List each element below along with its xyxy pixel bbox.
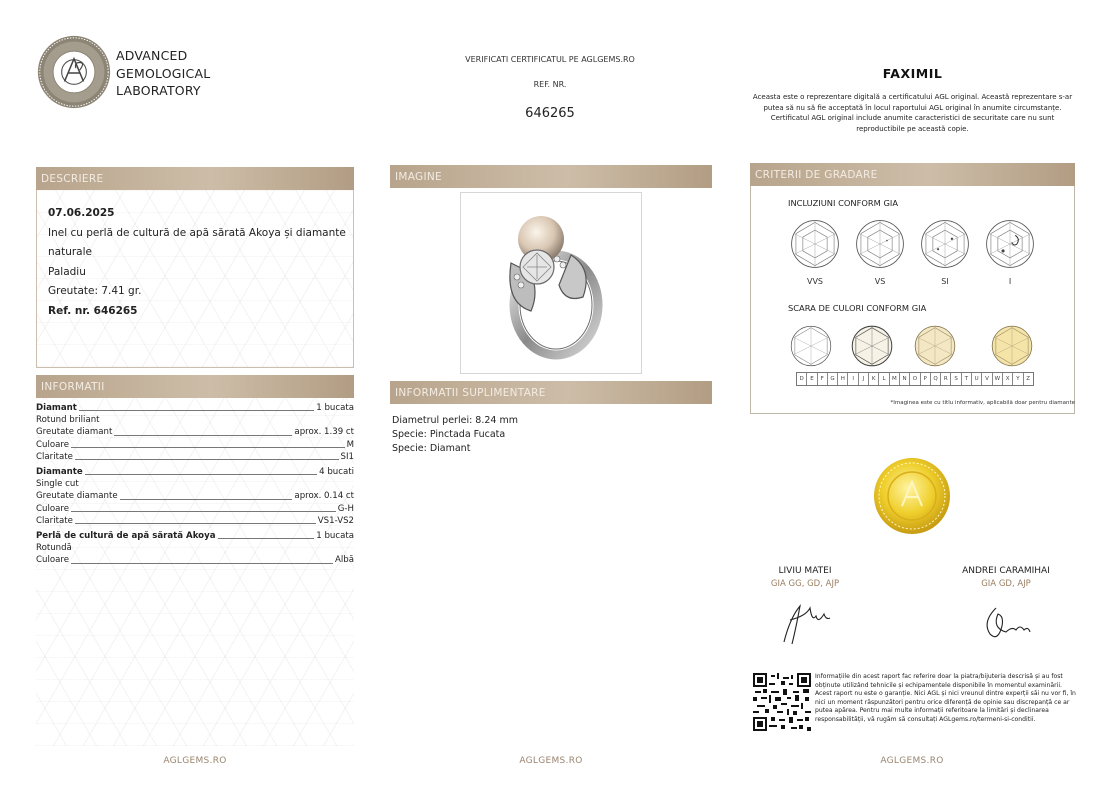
info-shape: Single cut xyxy=(36,479,79,490)
clarity-label-si: SI xyxy=(941,277,949,286)
diamond-color-light-icon xyxy=(990,324,1034,368)
description-ref: Ref. nr. 646265 xyxy=(48,304,138,317)
signer-1-name: LIVIU MATEI xyxy=(778,566,832,576)
pearl-species: Specie: Pinctada Fucata xyxy=(392,429,506,440)
informatii-heading: INFORMATII xyxy=(36,375,354,398)
clarity-label-vs: VS xyxy=(874,277,886,286)
diamond-color-colorless-icon xyxy=(789,324,833,368)
diamond-clarity-vs-icon xyxy=(854,218,906,270)
grading-note: *Imaginea este cu titlu informativ, aplicabilă doar pentru diamante xyxy=(890,400,1075,406)
weight: Greutate: 7.41 gr. xyxy=(48,285,142,297)
faximil-text: Aceasta este o reprezentare digitală a certificatului AGL original. Această reprezentare s-ar putea să nu să fie acceptată în locul raportului AGL original în anumite circumstanțe. Certificatul AGL original include anumite caracteristici de securitate care nu sunt reproductibile pe această copie. xyxy=(752,93,1073,133)
signer-2-name: ANDREI CARAMIHAI xyxy=(962,566,1050,576)
metal: Paladiu xyxy=(48,265,86,278)
footer-site-2[interactable]: AGLGEMS.RO xyxy=(519,756,583,766)
clarity-label-vvs: VVS xyxy=(806,277,824,286)
certificate-date: 07.06.2025 xyxy=(48,207,115,219)
signature-2-icon xyxy=(976,602,1036,646)
signer-1-credentials: GIA GG, GD, AJP xyxy=(770,579,840,589)
qr-code-icon xyxy=(753,673,811,731)
description-panel xyxy=(36,190,354,368)
diamond-species: Specie: Diamant xyxy=(392,443,471,454)
supplementary-heading: INFORMATII SUPLIMENTARE xyxy=(390,381,712,404)
color-scale-bar: D E F G H I J K L M N O P Q R S T U V W X Y Z xyxy=(796,372,1034,386)
info-row: Claritate VS1-VS2 xyxy=(36,515,354,526)
diamond-color-faint-icon xyxy=(913,324,957,368)
diamond-clarity-i-icon xyxy=(984,218,1036,270)
footer-site-1[interactable]: AGLGEMS.RO xyxy=(163,756,227,766)
color-scale-title: SCARA DE CULORI CONFORM GIA xyxy=(788,303,927,313)
grading-heading: CRITERII DE GRADARE xyxy=(750,163,1075,186)
info-row: Culoare G-H xyxy=(36,503,354,514)
diamond-color-near-colorless-icon xyxy=(850,324,894,368)
info-shape: Rotundă xyxy=(36,543,72,554)
disclaimer-text: Informațiile din acest raport fac referire doar la piatra/bijuteria descrisă și au fost obținute utilizând tehnicile și echipamentele disponibile în momentul examinării. Acest raport nu este o garanție. Nici AGL și nici vreunul dintre experții săi nu vor fi, în nici un moment răspunzători pentru orice diferență de opinie sau discrepanță ce ar putea apărea. Pentru mai multe informații referitoare la limitări și declinarea responsabilității, vă rugăm să consultați AGLgems.ro/termeni-si-conditii. xyxy=(815,673,1076,723)
ring-illustration xyxy=(461,193,641,373)
faximil-title: FAXIMIL xyxy=(882,66,943,81)
signer-2-credentials: GIA GD, AJP xyxy=(981,579,1031,589)
pearl-diameter: Diametrul perlei: 8.24 mm xyxy=(392,415,518,426)
info-row: Greutate diamant aprox. 1.39 ct xyxy=(36,427,354,438)
ring-photo xyxy=(460,192,642,374)
diamond-clarity-si-icon xyxy=(919,218,971,270)
agl-seal-logo xyxy=(36,34,112,110)
diamond-clarity-vvs-icon xyxy=(789,218,841,270)
info-row: Culoare Albă xyxy=(36,555,354,566)
informatii-panel xyxy=(36,398,354,746)
verify-text: VERIFICATI CERTIFICATUL PE AGLGEMS.RO xyxy=(465,55,635,64)
clarity-label-i: I xyxy=(1008,277,1012,286)
signature-1-icon xyxy=(776,598,836,646)
item-description-cont: naturale xyxy=(48,246,92,258)
info-row-diamant: Diamant 1 bucata xyxy=(36,403,354,413)
inclusions-title: INCLUZIUNI CONFORM GIA xyxy=(788,198,899,208)
ref-number: 646265 xyxy=(525,106,575,121)
ref-label: REF. NR. xyxy=(533,80,567,89)
lab-name: ADVANCED GEMOLOGICAL LABORATORY xyxy=(116,48,211,98)
info-row-diamante: Diamante 4 bucati xyxy=(36,467,354,478)
info-row: Culoare M xyxy=(36,439,354,450)
item-description: Inel cu perlă de cultură de apă sărată Akoya și diamante xyxy=(48,226,346,239)
footer-site-3[interactable]: AGLGEMS.RO xyxy=(880,756,944,766)
info-row-perla: Perlă de cultură de apă sărată Akoya 1 bucata xyxy=(36,531,354,542)
info-shape: Rotund briliant xyxy=(36,415,100,426)
gold-seal-icon xyxy=(872,456,952,536)
description-heading: DESCRIERE xyxy=(36,167,354,190)
image-heading: IMAGINE xyxy=(390,165,712,188)
supplementary-info xyxy=(392,414,712,456)
info-row: Greutate diamante aprox. 0.14 ct xyxy=(36,491,354,502)
info-row: Claritate SI1 xyxy=(36,451,354,462)
